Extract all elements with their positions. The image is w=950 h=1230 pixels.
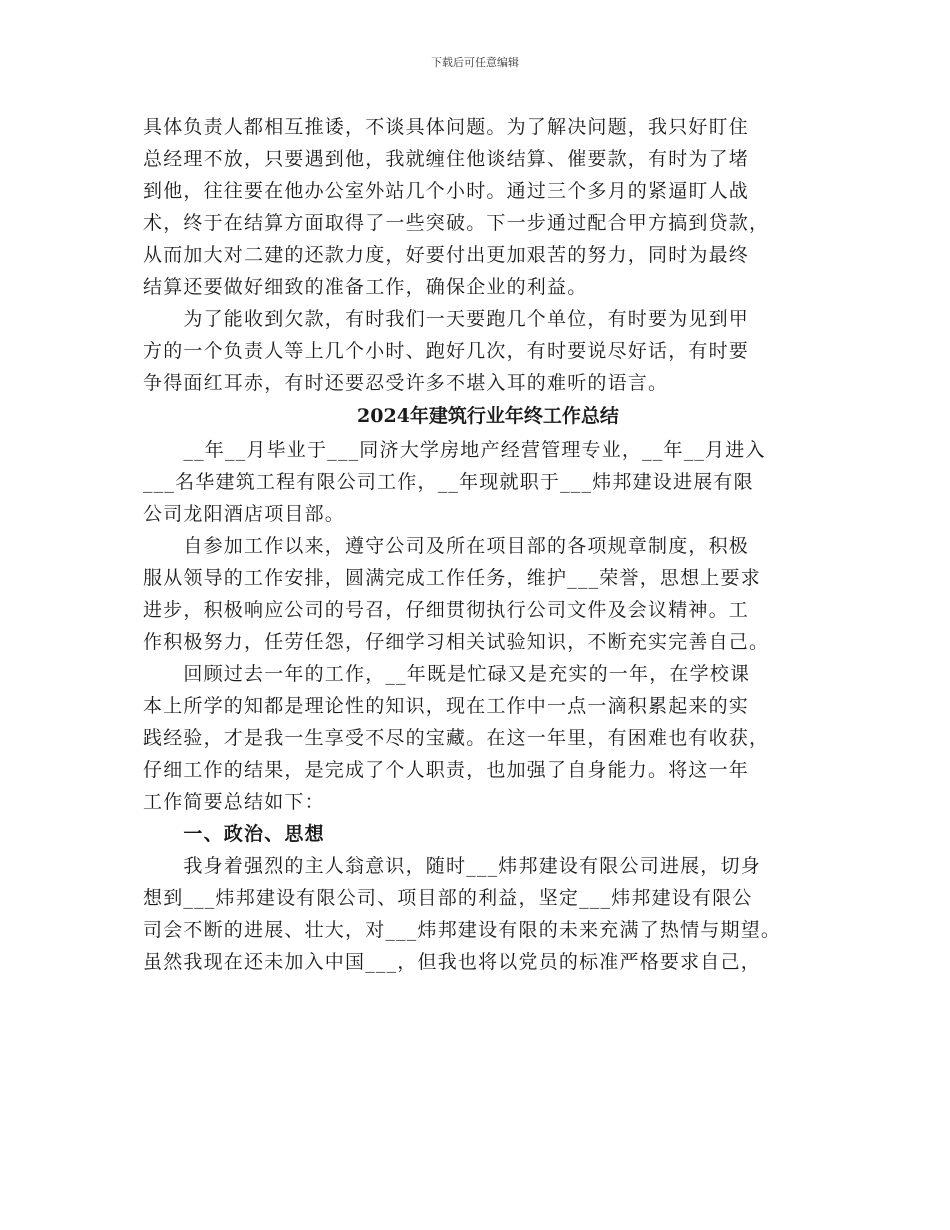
document-title: 2024年建筑行业年终工作总结 bbox=[357, 405, 619, 427]
paragraph-line: 作积极努力，任劳任怨，仔细学习相关试验知识，不断充实完善自己。 bbox=[143, 631, 770, 653]
section-heading: 一、政治、思想 bbox=[143, 823, 325, 845]
paragraph-line: ___名华建筑工程有限公司工作，__年现就职于___炜邦建设进展有限 bbox=[143, 471, 754, 493]
paragraph-line: 为了能收到欠款，有时我们一天要跑几个单位，有时要为见到甲 bbox=[143, 308, 750, 330]
paragraph-line: 从而加大对二建的还款力度，好要付出更加艰苦的努力，同时为最终 bbox=[143, 244, 750, 266]
paragraph-line: 争得面红耳赤，有时还要忍受许多不堪入耳的难听的语言。 bbox=[143, 372, 669, 394]
paragraph-line: 想到___炜邦建设有限公司、项目部的利益，坚定___炜邦建设有限公 bbox=[143, 887, 753, 909]
paragraph-line: 我身着强烈的主人翁意识，随时___炜邦建设有限公司进展，切身 bbox=[143, 855, 761, 877]
paragraph-line: 到他，往往要在他办公室外站几个小时。通过三个多月的紧逼盯人战 bbox=[143, 180, 750, 202]
page-header: 下载后可任意编辑 bbox=[431, 56, 519, 69]
paragraph-line: 公司龙阳酒店项目部。 bbox=[143, 503, 346, 525]
paragraph-line: 工作简要总结如下： bbox=[143, 791, 325, 813]
paragraph-line: 服从领导的工作安排，圆满完成工作任务，维护___荣誉，思想上要求 bbox=[143, 567, 761, 589]
document-body bbox=[143, 111, 833, 978]
paragraph-line: 方的一个负责人等上几个小时、跑好几次，有时要说尽好话，有时要 bbox=[143, 340, 750, 362]
paragraph-line: 虽然我现在还未加入中国___，但我也将以党员的标准严格要求自己， bbox=[143, 951, 761, 973]
paragraph-line: 进步，积极响应公司的号召，仔细贯彻执行公司文件及会议精神。工 bbox=[143, 599, 750, 621]
paragraph-line: 具体负责人都相互推诿，不谈具体问题。为了解决问题，我只好盯住 bbox=[143, 116, 750, 138]
paragraph-line: 司会不断的进展、壮大，对___炜邦建设有限的未来充满了热情与期望。 bbox=[143, 919, 782, 941]
paragraph-line: 术，终于在结算方面取得了一些突破。下一步通过配合甲方搞到贷款， bbox=[143, 212, 770, 234]
paragraph-line: 践经验，才是我一生享受不尽的宝藏。在这一年里，有困难也有收获， bbox=[143, 727, 770, 749]
paragraph-line: 回顾过去一年的工作，__年既是忙碌又是充实的一年，在学校课 bbox=[143, 663, 751, 685]
paragraph-line: 结算还要做好细致的准备工作，确保企业的利益。 bbox=[143, 276, 588, 298]
paragraph-line: 仔细工作的结果，是完成了个人职责，也加强了自身能力。将这一年 bbox=[143, 759, 750, 781]
paragraph-line: 自参加工作以来，遵守公司及所在项目部的各项规章制度，积极 bbox=[143, 535, 750, 557]
paragraph-line: 本上所学的知都是理论性的知识，现在工作中一点一滴积累起来的实 bbox=[143, 695, 750, 717]
paragraph-line: 总经理不放，只要遇到他，我就缠住他谈结算、催要款，有时为了堵 bbox=[143, 148, 750, 170]
paragraph-line: __年__月毕业于___同济大学房地产经营管理专业，__年__月进入 bbox=[143, 439, 766, 461]
